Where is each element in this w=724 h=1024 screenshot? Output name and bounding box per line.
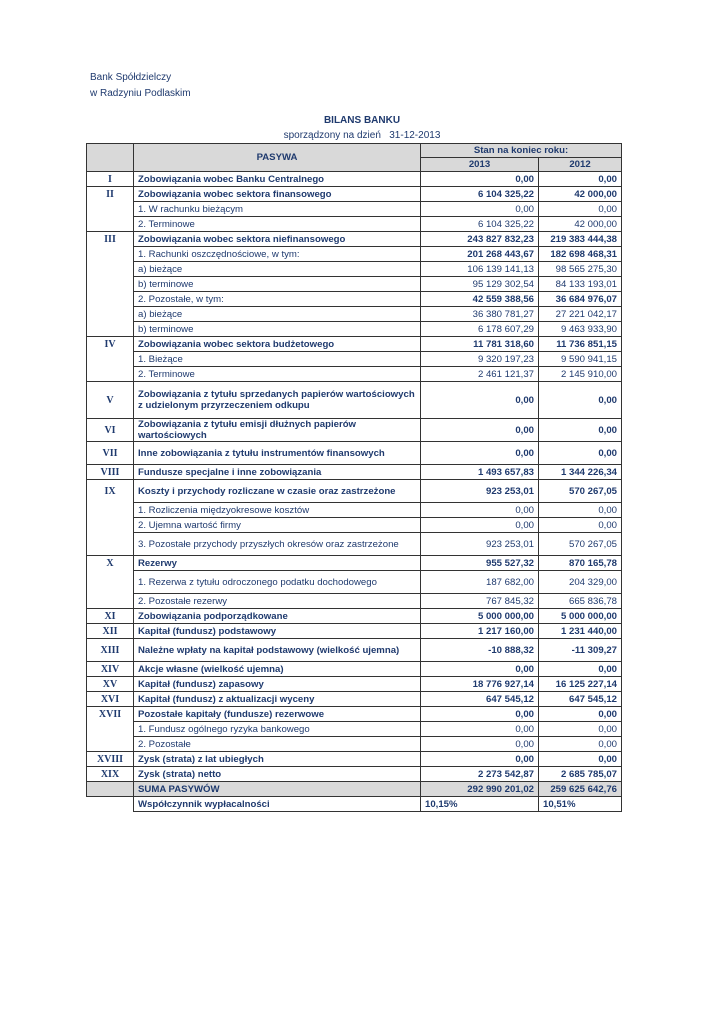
table-row: [87, 503, 622, 518]
table-row: [87, 722, 622, 737]
row-number: XII: [87, 624, 134, 639]
row-number: II: [87, 187, 134, 202]
table-row: [87, 639, 622, 662]
bank-name: Bank Spółdzielczy: [90, 72, 172, 83]
row-number: [87, 322, 134, 337]
header-year-current: 2013: [421, 158, 539, 172]
row-value-2013: 6 104 325,22: [421, 187, 539, 202]
table-row: [87, 692, 622, 707]
row-label: b) terminowe: [134, 322, 421, 337]
row-value-2012: 204 329,00: [539, 571, 622, 594]
row-value-2013: 5 000 000,00: [421, 609, 539, 624]
row-value-2013: 767 845,32: [421, 594, 539, 609]
row-value-2013: 2 461 121,37: [421, 367, 539, 382]
sum-label: SUMA PASYWÓW: [134, 782, 421, 797]
table-row: [87, 677, 622, 692]
row-value-2013: 0,00: [421, 202, 539, 217]
row-value-2013: 0,00: [421, 752, 539, 767]
row-number: [87, 737, 134, 752]
row-number: [87, 217, 134, 232]
table-row: [87, 247, 622, 262]
table-row: [87, 232, 622, 247]
row-value-2013: 0,00: [421, 172, 539, 187]
table-row: [87, 662, 622, 677]
row-value-2013: 18 776 927,14: [421, 677, 539, 692]
row-number: [87, 262, 134, 277]
row-number: VII: [87, 442, 134, 465]
document-title: BILANS BANKU: [323, 115, 401, 126]
row-number: IV: [87, 337, 134, 352]
row-value-2013: 36 380 781,27: [421, 307, 539, 322]
row-label: 2. Terminowe: [134, 217, 421, 232]
row-value-2012: 2 685 785,07: [539, 767, 622, 782]
row-label: Pozostałe kapitały (fundusze) rezerwowe: [134, 707, 421, 722]
row-value-2013: 923 253,01: [421, 533, 539, 556]
row-value-2013: 0,00: [421, 382, 539, 419]
document-subtitle: [0, 130, 724, 141]
table-row: [87, 352, 622, 367]
row-label: 2. Pozostałe rezerwy: [134, 594, 421, 609]
row-value-2012: 0,00: [539, 172, 622, 187]
sum-value-2012: 259 625 642,76: [539, 782, 622, 797]
row-value-2012: 1 344 226,34: [539, 465, 622, 480]
table-row: [87, 737, 622, 752]
row-number: XVI: [87, 692, 134, 707]
row-value-2013: 6 178 607,29: [421, 322, 539, 337]
row-value-2012: 0,00: [539, 707, 622, 722]
ratio-value-2013: 10,15%: [421, 797, 539, 812]
row-number: XVII: [87, 707, 134, 722]
row-label: 1. Rezerwa z tytułu odroczonego podatku dochodowego: [134, 571, 421, 594]
row-value-2013: 0,00: [421, 662, 539, 677]
row-number: [87, 247, 134, 262]
row-label: Kapitał (fundusz) z aktualizacji wyceny: [134, 692, 421, 707]
row-value-2012: 0,00: [539, 662, 622, 677]
header-num-cell: [87, 144, 134, 172]
table-row: [87, 172, 622, 187]
row-value-2013: 647 545,12: [421, 692, 539, 707]
sum-value-2013: 292 990 201,02: [421, 782, 539, 797]
row-value-2012: 1 231 440,00: [539, 624, 622, 639]
row-value-2013: 201 268 443,67: [421, 247, 539, 262]
row-number: XI: [87, 609, 134, 624]
ratio-row: [87, 797, 622, 812]
row-value-2013: 0,00: [421, 707, 539, 722]
row-value-2012: -11 309,27: [539, 639, 622, 662]
row-label: Zobowiązania z tytułu sprzedanych papierów wartościowych z udzielonym przyrzeczeniem odkupu: [134, 382, 421, 419]
row-value-2013: 6 104 325,22: [421, 217, 539, 232]
table-row: [87, 292, 622, 307]
row-label: Koszty i przychody rozliczane w czasie oraz zastrzeżone: [134, 480, 421, 503]
row-label: Zobowiązania wobec Banku Centralnego: [134, 172, 421, 187]
row-value-2012: 9 590 941,15: [539, 352, 622, 367]
row-number: V: [87, 382, 134, 419]
row-label: 1. Fundusz ogólnego ryzyka bankowego: [134, 722, 421, 737]
row-value-2013: 923 253,01: [421, 480, 539, 503]
row-label: Akcje własne (wielkość ujemna): [134, 662, 421, 677]
table-row: [87, 533, 622, 556]
row-value-2012: 0,00: [539, 752, 622, 767]
row-number: XIV: [87, 662, 134, 677]
row-value-2012: 219 383 444,38: [539, 232, 622, 247]
row-number: XVIII: [87, 752, 134, 767]
row-label: Zysk (strata) z lat ubiegłych: [134, 752, 421, 767]
row-value-2012: 0,00: [539, 518, 622, 533]
row-value-2012: 42 000,00: [539, 187, 622, 202]
table-row: [87, 556, 622, 571]
row-label: 1. Bieżące: [134, 352, 421, 367]
row-number: [87, 292, 134, 307]
row-value-2013: 1 217 160,00: [421, 624, 539, 639]
row-value-2012: 5 000 000,00: [539, 609, 622, 624]
row-label: 1. W rachunku bieżącym: [134, 202, 421, 217]
row-value-2012: 0,00: [539, 382, 622, 419]
table-row: [87, 322, 622, 337]
table-row: [87, 767, 622, 782]
row-label: a) bieżące: [134, 307, 421, 322]
row-value-2013: 0,00: [421, 722, 539, 737]
header-pasywa: PASYWA: [134, 144, 421, 172]
sum-row: [87, 782, 622, 797]
row-value-2012: 11 736 851,15: [539, 337, 622, 352]
row-label: Zysk (strata) netto: [134, 767, 421, 782]
ratio-label: Współczynnik wypłacalności: [134, 797, 421, 812]
row-value-2013: 955 527,32: [421, 556, 539, 571]
subtitle-label: sporządzony na dzień: [283, 130, 381, 141]
balance-table: [86, 143, 622, 812]
row-value-2012: 0,00: [539, 419, 622, 442]
row-number: [87, 352, 134, 367]
row-value-2013: 11 781 318,60: [421, 337, 539, 352]
row-label: Kapitał (fundusz) podstawowy: [134, 624, 421, 639]
row-label: Zobowiązania wobec sektora finansowego: [134, 187, 421, 202]
table-row: [87, 465, 622, 480]
row-label: Kapitał (fundusz) zapasowy: [134, 677, 421, 692]
row-label: Fundusze specjalne i inne zobowiązania: [134, 465, 421, 480]
row-label: 2. Terminowe: [134, 367, 421, 382]
row-label: Zobowiązania podporządkowane: [134, 609, 421, 624]
row-value-2012: 9 463 933,90: [539, 322, 622, 337]
row-value-2012: 0,00: [539, 202, 622, 217]
row-number: [87, 367, 134, 382]
row-number: [87, 571, 134, 594]
row-number: [87, 503, 134, 518]
row-value-2013: 187 682,00: [421, 571, 539, 594]
row-label: 2. Pozostałe: [134, 737, 421, 752]
row-value-2013: 42 559 388,56: [421, 292, 539, 307]
ratio-value-2012: 10,51%: [539, 797, 622, 812]
row-number: [87, 722, 134, 737]
row-label: Należne wpłaty na kapitał podstawowy (wielkość ujemna): [134, 639, 421, 662]
row-number: XV: [87, 677, 134, 692]
row-number: III: [87, 232, 134, 247]
row-value-2012: 84 133 193,01: [539, 277, 622, 292]
row-number: [87, 307, 134, 322]
row-label: Zobowiązania wobec sektora niefinansowego: [134, 232, 421, 247]
row-number: XIX: [87, 767, 134, 782]
row-number: XIII: [87, 639, 134, 662]
row-value-2012: 2 145 910,00: [539, 367, 622, 382]
table-row: [87, 202, 622, 217]
table-row: [87, 624, 622, 639]
row-value-2012: 0,00: [539, 503, 622, 518]
row-value-2012: 182 698 468,31: [539, 247, 622, 262]
row-value-2012: 0,00: [539, 442, 622, 465]
sum-num-cell: [87, 782, 134, 797]
row-label: 1. Rachunki oszczędnościowe, w tym:: [134, 247, 421, 262]
header-year-prev: 2012: [539, 158, 622, 172]
row-value-2013: 0,00: [421, 442, 539, 465]
table-row: [87, 419, 622, 442]
table-row: [87, 367, 622, 382]
row-value-2012: 42 000,00: [539, 217, 622, 232]
table-row: [87, 337, 622, 352]
row-label: 3. Pozostałe przychody przyszłych okresów oraz zastrzeżone: [134, 533, 421, 556]
row-value-2013: 0,00: [421, 737, 539, 752]
row-label: Zobowiązania wobec sektora budżetowego: [134, 337, 421, 352]
table-row: [87, 571, 622, 594]
row-number: [87, 277, 134, 292]
row-number: X: [87, 556, 134, 571]
row-number: VI: [87, 419, 134, 442]
row-label: a) bieżące: [134, 262, 421, 277]
table-row: [87, 480, 622, 503]
row-label: Zobowiązania z tytułu emisji dłużnych papierów wartościowych: [134, 419, 421, 442]
row-number: I: [87, 172, 134, 187]
subtitle-date: 31-12-2013: [389, 130, 441, 141]
row-value-2012: 0,00: [539, 737, 622, 752]
row-number: IX: [87, 480, 134, 503]
row-value-2013: -10 888,32: [421, 639, 539, 662]
row-value-2013: 243 827 832,23: [421, 232, 539, 247]
balance-body: [87, 172, 622, 782]
table-row: [87, 187, 622, 202]
row-value-2012: 98 565 275,30: [539, 262, 622, 277]
row-label: Rezerwy: [134, 556, 421, 571]
row-value-2012: 647 545,12: [539, 692, 622, 707]
ratio-num-cell: [87, 797, 134, 812]
row-value-2012: 0,00: [539, 722, 622, 737]
row-value-2013: 9 320 197,23: [421, 352, 539, 367]
row-value-2013: 106 139 141,13: [421, 262, 539, 277]
row-value-2013: 1 493 657,83: [421, 465, 539, 480]
row-value-2012: 870 165,78: [539, 556, 622, 571]
row-number: [87, 533, 134, 556]
row-number: [87, 594, 134, 609]
row-value-2012: 16 125 227,14: [539, 677, 622, 692]
row-value-2012: 36 684 976,07: [539, 292, 622, 307]
table-row: [87, 217, 622, 232]
row-value-2012: 665 836,78: [539, 594, 622, 609]
row-label: Inne zobowiązania z tytułu instrumentów finansowych: [134, 442, 421, 465]
table-row: [87, 707, 622, 722]
row-value-2013: 0,00: [421, 419, 539, 442]
table-row: [87, 307, 622, 322]
row-label: 2. Ujemna wartość firmy: [134, 518, 421, 533]
row-value-2013: 0,00: [421, 518, 539, 533]
row-label: 2. Pozostałe, w tym:: [134, 292, 421, 307]
row-value-2012: 570 267,05: [539, 533, 622, 556]
row-number: VIII: [87, 465, 134, 480]
header-stan: Stan na koniec roku:: [421, 144, 622, 158]
row-label: b) terminowe: [134, 277, 421, 292]
row-value-2013: 95 129 302,54: [421, 277, 539, 292]
bank-location: w Radzyniu Podlaskim: [90, 88, 191, 99]
table-row: [87, 442, 622, 465]
row-value-2012: 570 267,05: [539, 480, 622, 503]
row-value-2013: 2 273 542,87: [421, 767, 539, 782]
row-label: 1. Rozliczenia międzyokresowe kosztów: [134, 503, 421, 518]
row-number: [87, 202, 134, 217]
table-row: [87, 609, 622, 624]
table-row: [87, 752, 622, 767]
table-row: [87, 277, 622, 292]
row-value-2013: 0,00: [421, 503, 539, 518]
row-value-2012: 27 221 042,17: [539, 307, 622, 322]
row-number: [87, 518, 134, 533]
table-row: [87, 382, 622, 419]
table-row: [87, 518, 622, 533]
table-row: [87, 262, 622, 277]
table-row: [87, 594, 622, 609]
